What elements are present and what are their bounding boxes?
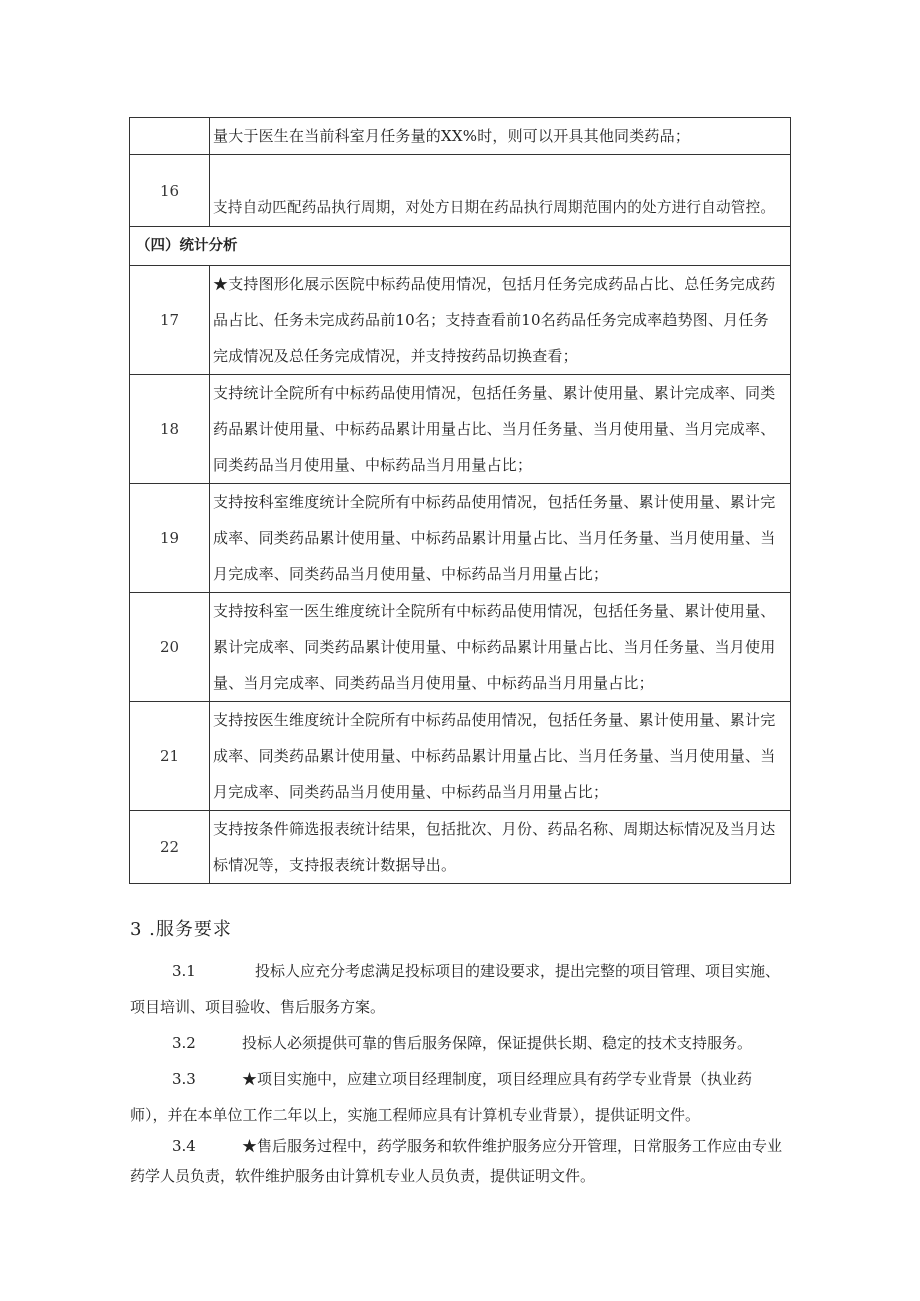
- row-line: 品占比、任务未完成药品前10名；支持查看前10名药品任务完成率趋势图、月任务: [213, 311, 769, 329]
- section-heading: 3 .服务要求: [130, 919, 232, 940]
- row-line: 量大于医生在当前科室月任务量的XX%时，则可以开具其他同类药品；: [213, 127, 691, 145]
- paragraph-3-1: [130, 953, 790, 1025]
- row-text: [210, 593, 791, 702]
- para-line: 药学人员负责，软件维护服务由计算机专业人员负责，提供证明文件。: [130, 1167, 596, 1185]
- row-text: [210, 702, 791, 811]
- table-row: [130, 155, 791, 227]
- para-number: 3.1: [172, 962, 196, 980]
- para-text: ★售后服务过程中，药学服务和软件维护服务应分开管理，日常服务工作应由专业: [242, 1137, 783, 1155]
- table-row: [130, 484, 791, 593]
- row-number: 17: [130, 266, 210, 375]
- para-line: [130, 1131, 790, 1161]
- para-line: 项目培训、项目验收、售后服务方案。: [130, 998, 386, 1016]
- row-line: 累计完成率、同类药品累计使用量、中标药品累计用量占比、当月任务量、当月使用: [213, 638, 776, 656]
- row-text: [210, 118, 791, 155]
- para-text: 投标人必须提供可靠的售后服务保障，保证提供长期、稳定的技术支持服务。: [242, 1034, 753, 1052]
- table-row: [130, 811, 791, 884]
- row-line: 支持按科室一医生维度统计全院所有中标药品使用情况，包括任务量、累计使用量、: [213, 602, 776, 620]
- row-number: 19: [130, 484, 210, 593]
- table-row: [130, 266, 791, 375]
- row-number: 21: [130, 702, 210, 811]
- row-line: 药品累计使用量、中标药品累计用量占比、当月任务量、当月使用量、当月完成率、: [213, 420, 776, 438]
- para-number: 3.4: [172, 1137, 196, 1155]
- paragraph-3-3: [130, 1061, 790, 1133]
- section-row: [130, 227, 791, 266]
- row-line: 支持按科室维度统计全院所有中标药品使用情况，包括任务量、累计使用量、累计完: [213, 493, 776, 511]
- row-text: [210, 375, 791, 484]
- para-number: 3.2: [172, 1034, 196, 1052]
- row-line: 支持按医生维度统计全院所有中标药品使用情况，包括任务量、累计使用量、累计完: [213, 711, 776, 729]
- row-number: [130, 118, 210, 155]
- para-line: [130, 1061, 790, 1097]
- row-line: ★支持图形化展示医院中标药品使用情况，包括月任务完成药品占比、总任务完成药: [213, 275, 776, 293]
- para-text: 投标人应充分考虑满足投标项目的建设要求，提出完整的项目管理、项目实施、: [255, 962, 781, 980]
- row-line: 完成情况及总任务完成情况，并支持按药品切换查看；: [213, 347, 578, 365]
- table-row: [130, 593, 791, 702]
- paragraph-3-2: [130, 1025, 790, 1061]
- para-line: [130, 1025, 790, 1061]
- row-line: 支持按条件筛选报表统计结果，包括批次、月份、药品名称、周期达标情况及当月达: [213, 820, 776, 838]
- row-number: 16: [130, 155, 210, 227]
- row-number: 18: [130, 375, 210, 484]
- row-line: 量、当月完成率、同类药品当月使用量、中标药品当月用量占比；: [213, 674, 654, 692]
- row-line: 成率、同类药品累计使用量、中标药品累计用量占比、当月任务量、当月使用量、当: [213, 747, 776, 765]
- section-title: （四）统计分析: [130, 227, 791, 266]
- requirements-table: [129, 117, 791, 884]
- table-row: [130, 118, 791, 155]
- para-text: ★项目实施中，应建立项目经理制度，项目经理应具有药学专业背景（执业药: [242, 1070, 753, 1088]
- row-number: 20: [130, 593, 210, 702]
- row-line: 成率、同类药品累计使用量、中标药品累计用量占比、当月任务量、当月使用量、当: [213, 529, 776, 547]
- row-line: 同类药品当月使用量、中标药品当月用量占比；: [213, 456, 533, 474]
- row-line: 月完成率、同类药品当月使用量、中标药品当月用量占比；: [213, 565, 609, 583]
- row-text: [210, 155, 791, 227]
- paragraph-3-4: [130, 1131, 790, 1191]
- row-text: [210, 811, 791, 884]
- para-line: 师），并在本单位工作二年以上，实施工程师应具有计算机专业背景），提供证明文件。: [130, 1106, 701, 1124]
- row-text: [210, 266, 791, 375]
- para-line: [130, 953, 790, 989]
- row-line: 月完成率、同类药品当月使用量、中标药品当月用量占比；: [213, 783, 609, 801]
- row-text: [210, 484, 791, 593]
- para-number: 3.3: [172, 1070, 196, 1088]
- row-line: 支持统计全院所有中标药品使用情况，包括任务量、累计使用量、累计完成率、同类: [213, 384, 776, 402]
- row-line: 支持自动匹配药品执行周期，对处方日期在药品执行周期范围内的处方进行自动管控。: [213, 199, 776, 216]
- table-row: [130, 702, 791, 811]
- row-line: 标情况等，支持报表统计数据导出。: [213, 856, 457, 874]
- table-row: [130, 375, 791, 484]
- row-number: 22: [130, 811, 210, 884]
